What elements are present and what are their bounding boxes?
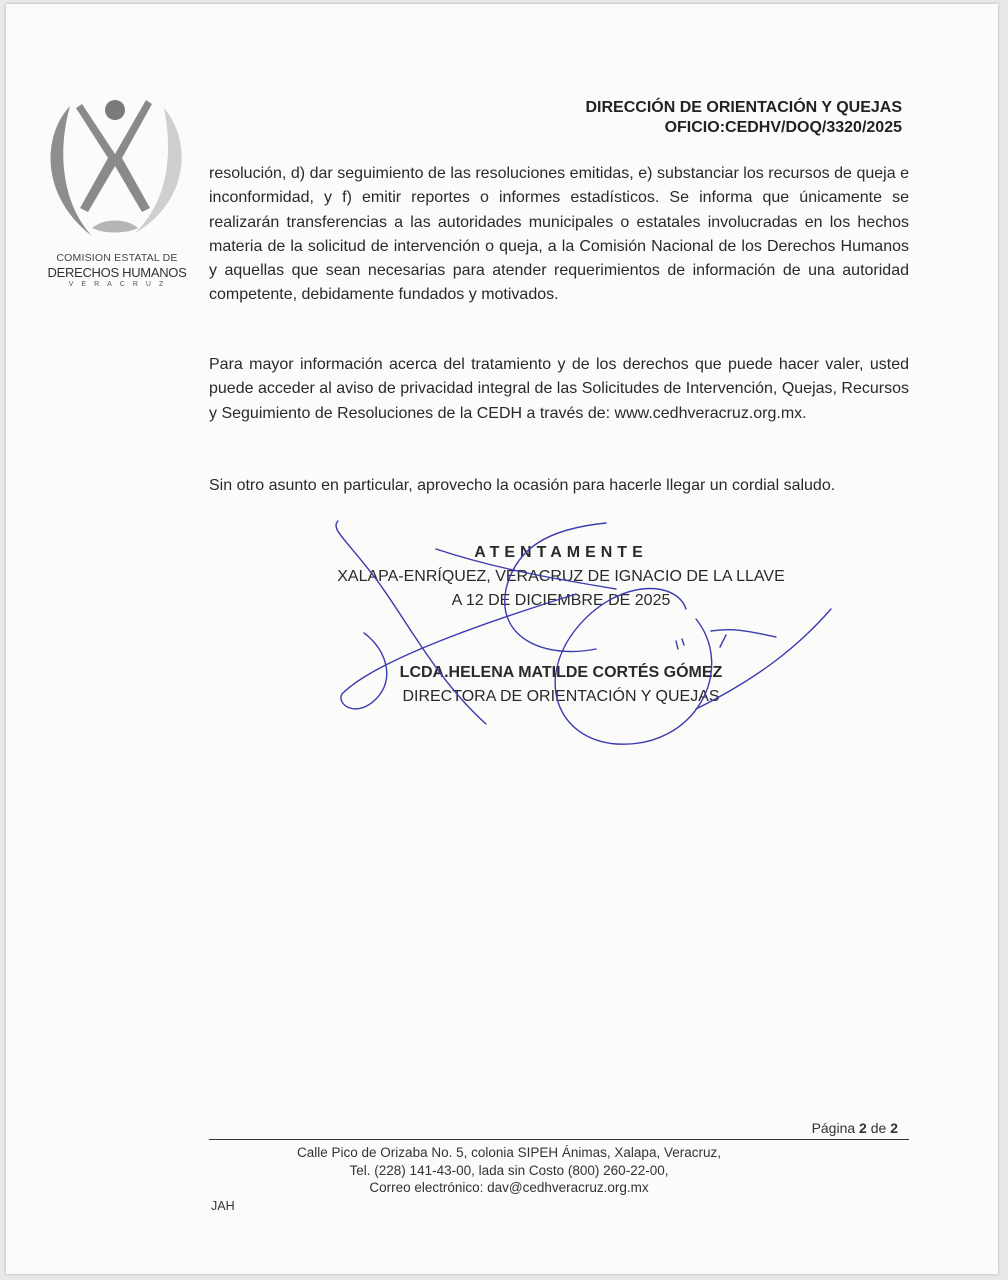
oficio-number: OFICIO:CEDHV/DOQ/3320/2025 [664,119,902,136]
logo-emblem-icon [42,96,192,256]
document-header [586,98,903,138]
footer-address: Calle Pico de Orizaba No. 5, colonia SIPEH Ánimas, Xalapa, Veracruz, [297,1145,721,1160]
logo-text-line2: DERECHOS HUMANOS [47,265,187,280]
cedh-logo [42,96,192,296]
signer-role: DIRECTORA DE ORIENTACIÓN Y QUEJAS [402,688,720,705]
footer-divider [209,1139,909,1140]
footer-email: Correo electrónico: dav@cedhveracruz.org.mx [369,1180,649,1195]
department-title: DIRECCIÓN DE ORIENTACIÓN Y QUEJAS [585,99,902,116]
signer-name: LCDA.HELENA MATILDE CORTÉS GÓMEZ [399,664,723,681]
page-of: de [870,1120,887,1136]
body-paragraph-3: Sin otro asunto en particular, aprovecho la ocasión para hacerle llegar un cordial saludo. [209,477,836,494]
body-paragraph-2: Para mayor información acerca del tratamiento y de los derechos que puede hacer valer, usted puede acceder al aviso de privacidad integral de las Solicitudes de Intervención, Quejas, Recursos y Seguimiento de Resoluciones de la CEDH a través de: www.cedhveracruz.org.mx. [209,356,909,422]
footer-contact [209,1144,809,1197]
footer-phone: Tel. (228) 141-43-00, lada sin Costo (800) 260-22-00, [349,1162,669,1178]
page-number [812,1120,898,1136]
body-paragraph-1: resolución, d) dar seguimiento de las resoluciones emitidas, e) substanciar los recursos de queja e inconformidad, y f) emitir reportes o informes estadísticos. Se informa que únicamente se realizarán transferencias a las autoridades municipales o estatales involucradas en los hechos materia de la solicitud de intervención o queja, a la Comisión Nacional de los Derechos Humanos y aquellas que sean necesarias para atender requerimientos de información de una autoridad competente, debidamente fundados y motivados. [209,165,909,304]
closing-date: A 12 DE DICIEMBRE DE 2025 [451,592,671,609]
closing-city: XALAPA-ENRÍQUEZ, VERACRUZ DE IGNACIO DE LA LLAVE [337,568,785,585]
page-total: 2 [890,1120,898,1136]
page-label: Página [811,1120,856,1136]
logo-text-line1: COMISION ESTATAL DE [56,252,178,264]
logo-text-line3: VERACRUZ [68,281,172,288]
page-current: 2 [859,1120,867,1136]
document-page [6,4,998,1274]
typist-initials: JAH [211,1199,235,1213]
closing-salutation: ATENTAMENTE [474,544,648,561]
